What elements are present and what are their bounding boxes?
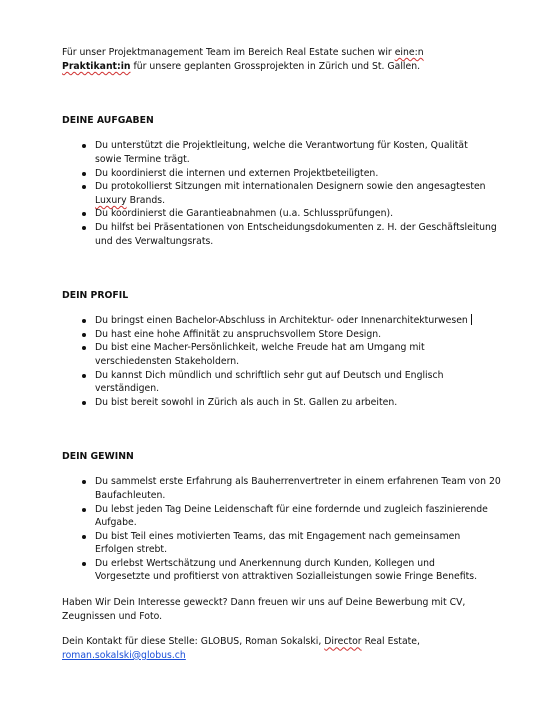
bullet-icon bbox=[82, 374, 86, 378]
list-item bbox=[62, 341, 502, 368]
list-item bbox=[62, 139, 502, 166]
misspelled-word: Luxury bbox=[95, 194, 127, 206]
intro-text: Für unser Projektmanagement Team im Bereich Real Estate suchen wir bbox=[62, 47, 395, 58]
item-text: Baufachleuten. bbox=[95, 489, 166, 501]
list-item bbox=[62, 328, 502, 342]
bullet-icon bbox=[82, 535, 86, 539]
profil-list bbox=[62, 314, 502, 409]
bullet-icon bbox=[82, 333, 86, 337]
text-cursor bbox=[471, 314, 472, 325]
misspelled-word: eine:n bbox=[394, 47, 424, 58]
bullet-icon bbox=[82, 562, 86, 566]
bullet-icon bbox=[82, 226, 86, 230]
bullet-icon bbox=[82, 508, 86, 512]
list-item bbox=[62, 314, 502, 328]
misspelled-word: Director bbox=[324, 636, 362, 648]
contact-text: Real Estate, bbox=[361, 636, 420, 648]
closing-line-2: Zeugnissen und Foto. bbox=[62, 610, 163, 622]
item-text: Du bringst einen Bachelor-Abschluss in Architektur- oder Innenarchitekturwesen bbox=[95, 315, 468, 327]
item-text: Du koordinierst die Garantieabnahmen (u.a. Schlussprüfungen). bbox=[95, 208, 394, 220]
section-title-aufgaben: DEINE AUFGABEN bbox=[62, 115, 154, 127]
email-link[interactable]: roman.sokalski@globus.ch bbox=[62, 649, 186, 661]
item-text: verschiedensten Stakeholdern. bbox=[95, 355, 240, 367]
bullet-icon bbox=[82, 346, 86, 350]
bullet-icon bbox=[82, 144, 86, 148]
section-title-profil: DEIN PROFIL bbox=[62, 290, 129, 302]
item-text: Du bist eine Macher-Persönlichkeit, welche Freude hat am Umgang mit bbox=[95, 342, 425, 354]
item-text: Du protokollierst Sitzungen mit internationalen Designern sowie den angesagtesten bbox=[95, 181, 486, 193]
item-text: verständigen. bbox=[95, 383, 160, 395]
item-text: Du sammelst erste Erfahrung als Bauherrenvertreter in einem erfahrenen Team von 20 bbox=[95, 476, 501, 488]
item-text: Erfolgen strebt. bbox=[95, 544, 168, 556]
list-item bbox=[62, 475, 502, 502]
item-text: Du koordinierst die internen und externen Projektbeteiligten. bbox=[95, 167, 379, 179]
item-text: Aufgabe. bbox=[95, 517, 137, 529]
list-item bbox=[62, 180, 502, 207]
item-text: Du hilfst bei Präsentationen von Entscheidungsdokumenten z. H. der Geschäftsleitung bbox=[95, 221, 497, 233]
list-item bbox=[62, 396, 502, 410]
document-page bbox=[62, 46, 502, 662]
list-item bbox=[62, 557, 502, 584]
list-item bbox=[62, 530, 502, 557]
contact-email-line bbox=[62, 649, 502, 663]
aufgaben-list bbox=[62, 139, 502, 248]
list-item bbox=[62, 167, 502, 181]
item-text: Vorgesetzte und profitierst von attraktiven Sozialleistungen sowie Fringe Benefits. bbox=[95, 571, 478, 583]
item-text: Du unterstützt die Projektleitung, welche die Verantwortung für Kosten, Qualität bbox=[95, 140, 468, 152]
section-title-gewinn: DEIN GEWINN bbox=[62, 451, 134, 463]
item-text: Du kannst Dich mündlich und schriftlich sehr gut auf Deutsch und Englisch bbox=[95, 369, 444, 381]
item-text: Brands. bbox=[126, 194, 166, 206]
item-text: und des Verwaltungsrats. bbox=[95, 235, 214, 247]
bullet-icon bbox=[82, 212, 86, 216]
intro-line-1 bbox=[62, 46, 502, 60]
item-text: sowie Termine trägt. bbox=[95, 154, 190, 165]
bullet-icon bbox=[82, 480, 86, 484]
bullet-icon bbox=[82, 172, 86, 176]
intro-text: für unsere geplanten Grossprojekten in Zürich und St. Gallen. bbox=[130, 61, 421, 73]
bullet-icon bbox=[82, 185, 86, 189]
bullet-icon bbox=[82, 401, 86, 405]
item-text: Du bist bereit sowohl in Zürich als auch in St. Gallen zu arbeiten. bbox=[95, 396, 398, 408]
intro-line-2 bbox=[62, 60, 502, 74]
contact-line bbox=[62, 635, 502, 649]
contact-text: Dein Kontakt für diese Stelle: GLOBUS, Roman Sokalski, bbox=[62, 636, 325, 648]
list-item bbox=[62, 221, 502, 248]
list-item bbox=[62, 207, 502, 221]
item-text: Du hast eine hohe Affinität zu anspruchsvollem Store Design. bbox=[95, 328, 382, 340]
list-item bbox=[62, 503, 502, 530]
gewinn-list bbox=[62, 475, 502, 584]
position-title: Praktikant:in bbox=[62, 61, 131, 73]
list-item bbox=[62, 369, 502, 396]
item-text: Du lebst jeden Tag Deine Leidenschaft für eine fordernde und zugleich faszinierende bbox=[95, 503, 488, 515]
bullet-icon bbox=[82, 319, 86, 323]
item-text: Du bist Teil eines motivierten Teams, das mit Engagement nach gemeinsamen bbox=[95, 530, 461, 542]
item-text: Du erlebst Wertschätzung und Anerkennung durch Kunden, Kollegen und bbox=[95, 557, 435, 569]
closing-line-1: Haben Wir Dein Interesse geweckt? Dann freuen wir uns auf Deine Bewerbung mit CV, bbox=[62, 597, 466, 609]
